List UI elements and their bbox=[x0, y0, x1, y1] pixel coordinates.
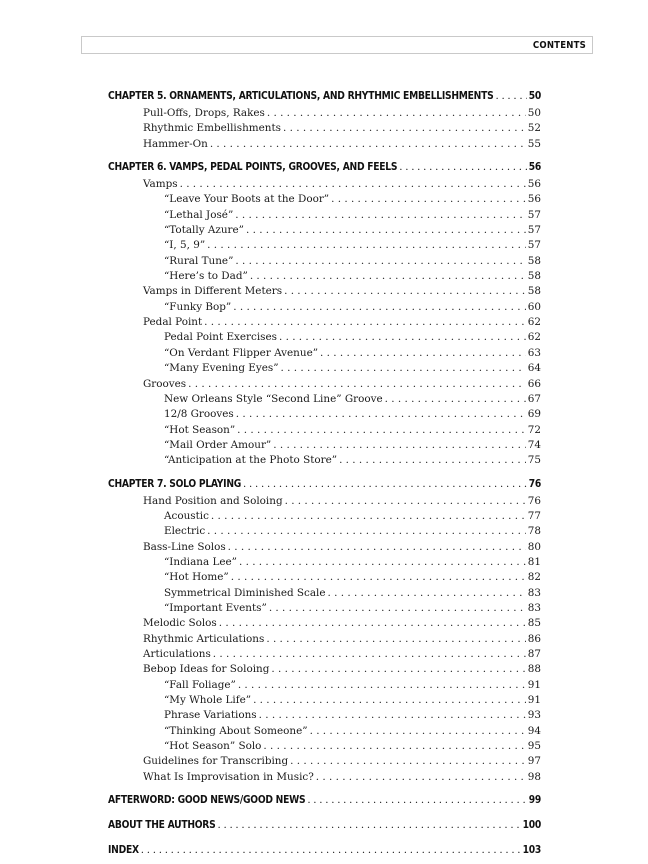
toc-entry-title: “Mail Order Amour” bbox=[164, 438, 272, 451]
toc-page-number: 72 bbox=[527, 423, 541, 436]
toc-entry-title: Melodic Solos bbox=[143, 617, 217, 630]
toc-page-number: 103 bbox=[522, 845, 541, 857]
toc-entry-title: “Important Events” bbox=[164, 601, 267, 614]
dot-leader bbox=[238, 678, 526, 693]
toc-page-number: 100 bbox=[522, 820, 541, 832]
toc-entry bbox=[108, 346, 541, 361]
toc-page-number: 57 bbox=[527, 208, 541, 221]
toc-entry-title: Pull-Offs, Drops, Rakes bbox=[143, 107, 265, 119]
toc-page-number: 98 bbox=[527, 770, 541, 783]
toc-entry bbox=[108, 137, 541, 152]
dot-leader bbox=[204, 315, 526, 330]
toc-entry bbox=[108, 254, 541, 269]
toc-entry bbox=[108, 509, 541, 524]
toc-entry-title: Rhythmic Embellishments bbox=[143, 122, 281, 135]
dot-leader bbox=[273, 438, 526, 453]
toc-chapter-entry bbox=[108, 87, 541, 106]
dot-leader bbox=[237, 423, 526, 438]
running-header bbox=[81, 36, 593, 54]
toc-entry-title: “Hot Season” Solo bbox=[164, 740, 262, 753]
toc-page-number: 60 bbox=[527, 300, 541, 313]
toc-entry bbox=[108, 708, 541, 723]
toc-page-number: 58 bbox=[527, 285, 541, 298]
toc-page-number: 57 bbox=[527, 224, 541, 237]
toc-entry-title: Grooves bbox=[143, 377, 187, 390]
toc-page-number: 58 bbox=[527, 254, 541, 267]
toc-page-number: 83 bbox=[527, 586, 541, 599]
dot-leader bbox=[217, 816, 520, 835]
toc-entry-title: Articulations bbox=[143, 648, 211, 660]
toc-entry bbox=[108, 330, 541, 345]
toc-entry-title: CHAPTER 5. ORNAMENTS, ARTICULATIONS, AND RHYTHMIC EMBELLISHMENTS bbox=[108, 91, 494, 102]
toc-page-number: 88 bbox=[527, 663, 541, 676]
toc-entry bbox=[108, 438, 541, 453]
toc-entry-title: “Totally Azure” bbox=[164, 224, 244, 237]
toc-entry bbox=[108, 208, 541, 223]
toc-entry-title: “Hot Home” bbox=[164, 571, 229, 584]
dot-leader bbox=[219, 616, 526, 631]
toc-page-number: 52 bbox=[527, 122, 541, 135]
toc-entry-title: “Rural Tune” bbox=[164, 254, 234, 267]
dot-leader bbox=[283, 121, 526, 136]
toc-page-number: 64 bbox=[527, 362, 541, 375]
dot-leader bbox=[385, 392, 526, 407]
toc-page-number: 57 bbox=[527, 239, 541, 252]
toc-entry-title: 12/8 Grooves bbox=[164, 408, 234, 421]
toc-page-number: 76 bbox=[527, 494, 541, 507]
toc-entry bbox=[108, 616, 541, 631]
toc-page-number: 66 bbox=[527, 377, 541, 390]
toc-chapter-entry bbox=[108, 158, 541, 177]
toc-entry-title: Rhythmic Articulations bbox=[143, 632, 265, 645]
toc-entry bbox=[108, 284, 541, 299]
toc-entry bbox=[108, 361, 541, 376]
toc-entry bbox=[108, 754, 541, 769]
dot-leader bbox=[320, 346, 526, 361]
toc-page-number: 75 bbox=[527, 454, 541, 467]
dot-leader bbox=[211, 509, 526, 524]
dot-leader bbox=[213, 647, 526, 662]
toc-page-number: 55 bbox=[527, 137, 541, 150]
toc-page-number: 56 bbox=[528, 162, 541, 174]
toc-entry bbox=[108, 238, 541, 253]
toc-entry-title: ABOUT THE AUTHORS bbox=[108, 820, 216, 832]
dot-leader bbox=[267, 106, 526, 121]
toc-entry-title: INDEX bbox=[108, 845, 139, 857]
toc-entry bbox=[108, 678, 541, 693]
toc-page-number: 93 bbox=[527, 709, 541, 722]
toc-page-number: 69 bbox=[527, 408, 541, 421]
toc-chapter-entry bbox=[108, 816, 541, 835]
dot-leader bbox=[246, 223, 526, 238]
toc-entry bbox=[108, 601, 541, 616]
dot-leader bbox=[259, 708, 526, 723]
toc-entry-title: Pedal Point bbox=[143, 316, 203, 329]
toc-page-number: 56 bbox=[527, 178, 541, 191]
toc-entry-title: Vamps bbox=[143, 178, 178, 191]
toc-entry bbox=[108, 392, 541, 407]
toc-page-number: 87 bbox=[527, 648, 541, 660]
toc-entry-title: Acoustic bbox=[164, 509, 209, 522]
toc-entry-title: Symmetrical Diminished Scale bbox=[164, 586, 326, 599]
toc-page-number: 77 bbox=[527, 509, 541, 522]
toc-entry bbox=[108, 453, 541, 468]
toc-entry bbox=[108, 770, 541, 785]
toc-entry-title: What Is Improvisation in Music? bbox=[143, 770, 314, 783]
toc-page-number: 80 bbox=[527, 540, 541, 553]
toc-page-number: 63 bbox=[527, 346, 541, 359]
toc-page-number: 50 bbox=[528, 91, 541, 102]
dot-leader bbox=[290, 754, 526, 769]
dot-leader bbox=[285, 494, 526, 509]
dot-leader bbox=[188, 377, 526, 392]
toc-entry-title: Hand Position and Soloing bbox=[143, 494, 283, 507]
toc-entry-title: “Thinking About Someone” bbox=[164, 724, 308, 737]
dot-leader bbox=[253, 693, 526, 708]
toc-page-number: 86 bbox=[527, 632, 541, 645]
dot-leader bbox=[281, 361, 526, 376]
dot-leader bbox=[331, 192, 526, 207]
dot-leader bbox=[310, 724, 526, 739]
dot-leader bbox=[316, 770, 526, 785]
toc-entry-title: “Indiana Lee” bbox=[164, 555, 237, 568]
running-header-title: CONTENTS bbox=[532, 40, 586, 51]
toc-page-number: 83 bbox=[527, 601, 541, 614]
dot-leader bbox=[269, 601, 526, 616]
toc-entry bbox=[108, 540, 541, 555]
toc-page-number: 56 bbox=[527, 193, 541, 206]
dot-leader bbox=[266, 632, 525, 647]
toc-page-number: 91 bbox=[527, 678, 541, 691]
toc-entry-title: “I, 5, 9” bbox=[164, 239, 206, 252]
toc-entry-title: Bass-Line Solos bbox=[143, 540, 226, 553]
dot-leader bbox=[180, 177, 526, 192]
toc-entry bbox=[108, 192, 541, 207]
dot-leader bbox=[263, 739, 525, 754]
toc-entry bbox=[108, 315, 541, 330]
toc-page-number: 94 bbox=[527, 724, 541, 737]
dot-leader bbox=[207, 524, 526, 539]
toc-entry bbox=[108, 586, 541, 601]
dot-leader bbox=[307, 791, 526, 810]
toc-entry bbox=[108, 739, 541, 754]
dot-leader bbox=[210, 137, 526, 152]
toc-page-number: 91 bbox=[527, 694, 541, 707]
toc-entry-title: AFTERWORD: GOOD NEWS/GOOD NEWS bbox=[108, 795, 306, 807]
dot-leader bbox=[233, 300, 526, 315]
dot-leader bbox=[228, 540, 526, 555]
toc-entry bbox=[108, 377, 541, 392]
toc-page-number: 67 bbox=[527, 392, 541, 405]
toc-entry bbox=[108, 632, 541, 647]
toc-page-number: 74 bbox=[527, 438, 541, 451]
toc-entry bbox=[108, 300, 541, 315]
toc-entry-title: Hammer-On bbox=[143, 137, 208, 150]
dot-leader bbox=[399, 158, 526, 177]
toc-entry-title: “Here’s to Dad” bbox=[164, 270, 248, 283]
toc-page-number: 99 bbox=[528, 795, 541, 807]
dot-leader bbox=[279, 330, 526, 345]
toc-entry bbox=[108, 223, 541, 238]
toc-entry bbox=[108, 106, 541, 121]
toc-page-number: 76 bbox=[528, 478, 541, 490]
toc-entry-title: “Hot Season” bbox=[164, 423, 236, 436]
toc-page-number: 97 bbox=[527, 755, 541, 768]
toc-page-number: 85 bbox=[527, 617, 541, 630]
toc-chapter-entry bbox=[108, 475, 541, 494]
toc-page-number: 95 bbox=[527, 740, 541, 753]
dot-leader bbox=[495, 87, 526, 106]
toc-entry-title: “Lethal José” bbox=[164, 208, 234, 221]
dot-leader bbox=[141, 841, 521, 860]
dot-leader bbox=[231, 570, 526, 585]
dot-leader bbox=[235, 254, 525, 269]
dot-leader bbox=[328, 586, 526, 601]
toc-entry bbox=[108, 494, 541, 509]
toc-entry-title: CHAPTER 6. VAMPS, PEDAL POINTS, GROOVES, AND FEELS bbox=[108, 162, 398, 174]
toc-page-number: 62 bbox=[527, 316, 541, 329]
dot-leader bbox=[235, 208, 526, 223]
toc-page-number: 81 bbox=[527, 555, 541, 568]
toc-entry bbox=[108, 407, 541, 422]
toc-entry-title: “Many Evening Eyes” bbox=[164, 362, 279, 375]
toc-page-number: 50 bbox=[527, 107, 541, 119]
toc-page-number: 62 bbox=[527, 331, 541, 344]
toc-page-number: 78 bbox=[527, 525, 541, 538]
toc-entry-title: Electric bbox=[164, 525, 206, 538]
toc-entry bbox=[108, 177, 541, 192]
toc-entry bbox=[108, 724, 541, 739]
toc-entry-title: Pedal Point Exercises bbox=[164, 331, 277, 344]
dot-leader bbox=[339, 453, 526, 468]
toc-entry-title: Guidelines for Transcribing bbox=[143, 755, 289, 768]
dot-leader bbox=[243, 475, 527, 494]
toc-entry-title: “Fall Foliage” bbox=[164, 678, 236, 691]
dot-leader bbox=[239, 555, 526, 570]
toc-entry bbox=[108, 524, 541, 539]
toc-entry bbox=[108, 121, 541, 136]
dot-leader bbox=[207, 238, 526, 253]
toc-entry-title: “Anticipation at the Photo Store” bbox=[164, 454, 338, 467]
toc-entry-title: Bebop Ideas for Soloing bbox=[143, 663, 270, 676]
toc-entry-title: CHAPTER 7. SOLO PLAYING bbox=[108, 478, 242, 490]
toc-chapter-entry bbox=[108, 841, 541, 860]
toc-entry bbox=[108, 423, 541, 438]
toc-page-number: 58 bbox=[527, 270, 541, 283]
toc-entry bbox=[108, 662, 541, 677]
toc-entry-title: “My Whole Life” bbox=[164, 694, 252, 707]
dot-leader bbox=[271, 662, 525, 677]
toc-chapter-entry bbox=[108, 791, 541, 810]
dot-leader bbox=[284, 284, 526, 299]
toc-entry bbox=[108, 269, 541, 284]
table-of-contents bbox=[108, 87, 541, 860]
toc-entry-title: Phrase Variations bbox=[164, 709, 257, 722]
toc-entry-title: “Funky Bop” bbox=[164, 300, 232, 313]
toc-entry bbox=[108, 693, 541, 708]
toc-entry-title: “Leave Your Boots at the Door” bbox=[164, 193, 330, 206]
dot-leader bbox=[236, 407, 526, 422]
toc-entry bbox=[108, 647, 541, 662]
toc-entry bbox=[108, 570, 541, 585]
toc-entry-title: New Orleans Style “Second Line” Groove bbox=[164, 392, 383, 405]
toc-entry-title: “On Verdant Flipper Avenue” bbox=[164, 346, 319, 359]
toc-entry bbox=[108, 555, 541, 570]
dot-leader bbox=[250, 269, 526, 284]
toc-entry-title: Vamps in Different Meters bbox=[143, 285, 283, 298]
toc-page-number: 82 bbox=[527, 571, 541, 584]
